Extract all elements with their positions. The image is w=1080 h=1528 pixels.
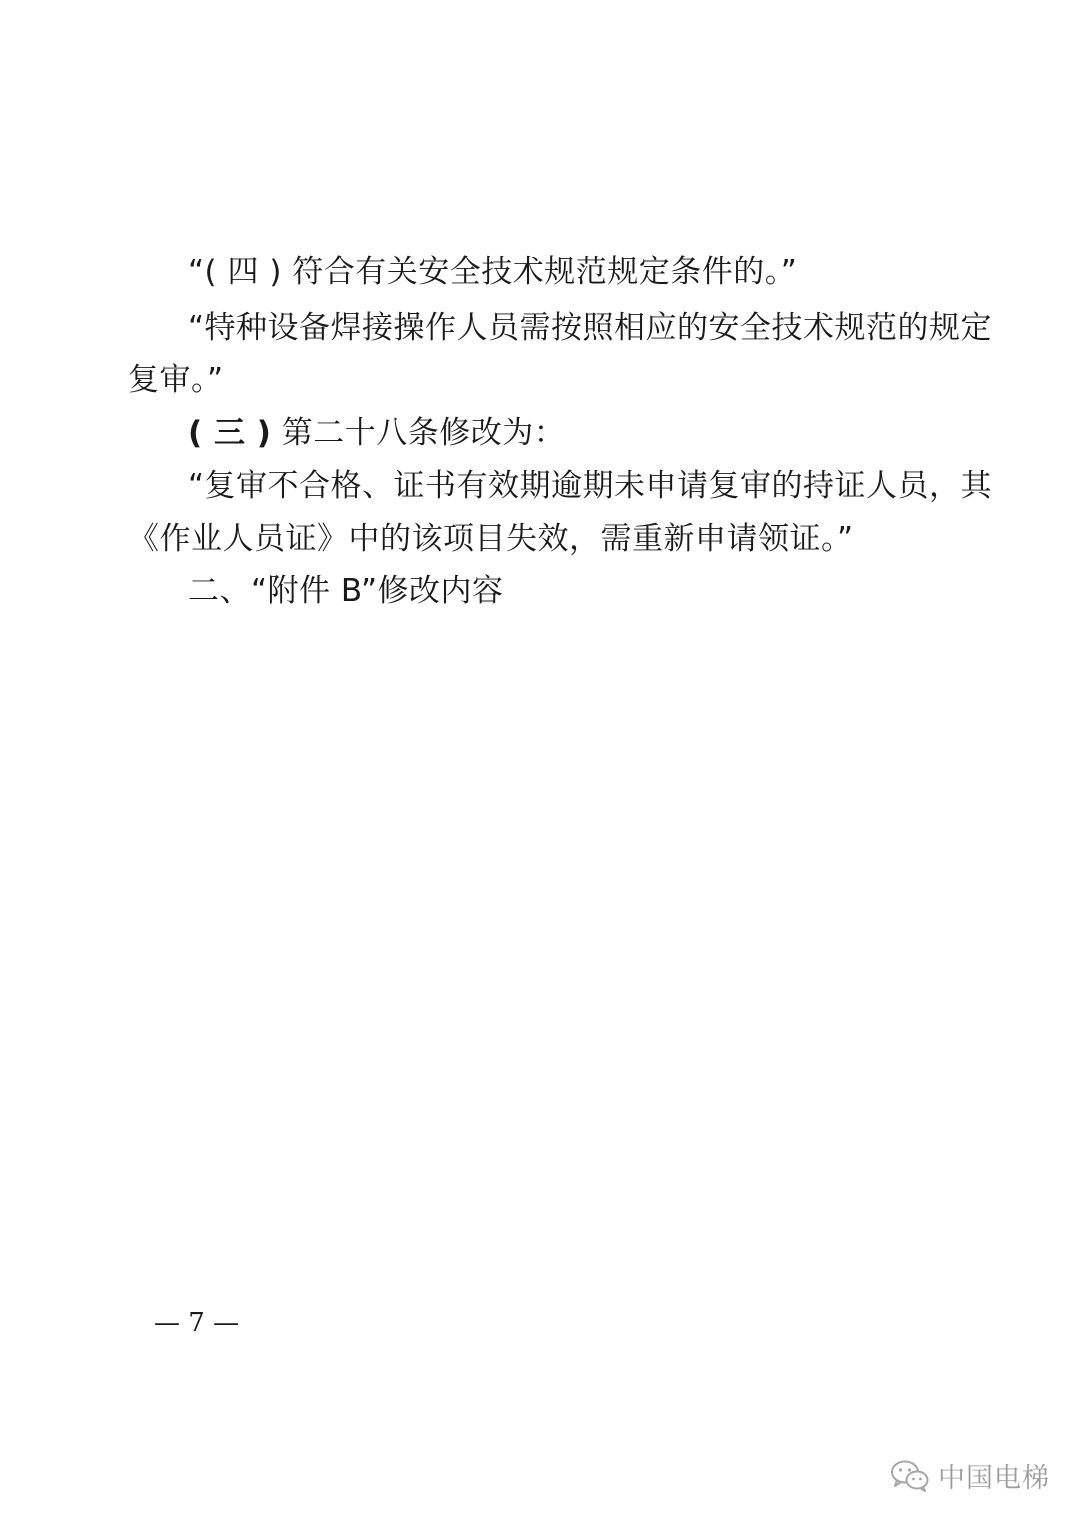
- paragraph-line: “( 四 ) 符合有关安全技术规范规定条件的。”: [188, 254, 798, 290]
- watermark-text: 中国电梯: [938, 1463, 1050, 1494]
- paragraph-line: 《作业人员证》中的该项目失效，需重新申请领证。”: [128, 521, 854, 557]
- section-number: ( 三 ): [188, 415, 272, 451]
- paragraph-line: “复审不合格、证书有效期逾期未申请复审的持证人员，其: [188, 468, 993, 504]
- paragraph-line: 复审。”: [128, 362, 224, 398]
- paragraph-line: “特种设备焊接操作人员需按照相应的安全技术规范的规定: [188, 310, 993, 346]
- section-title: 第二十八条修改为：: [281, 415, 566, 451]
- watermark: [890, 1456, 1050, 1495]
- section-heading: 二、“附件 B”修改内容: [188, 573, 504, 609]
- page-number: — 7 —: [154, 1308, 240, 1338]
- section-heading: [188, 413, 565, 453]
- wechat-icon: [890, 1459, 930, 1493]
